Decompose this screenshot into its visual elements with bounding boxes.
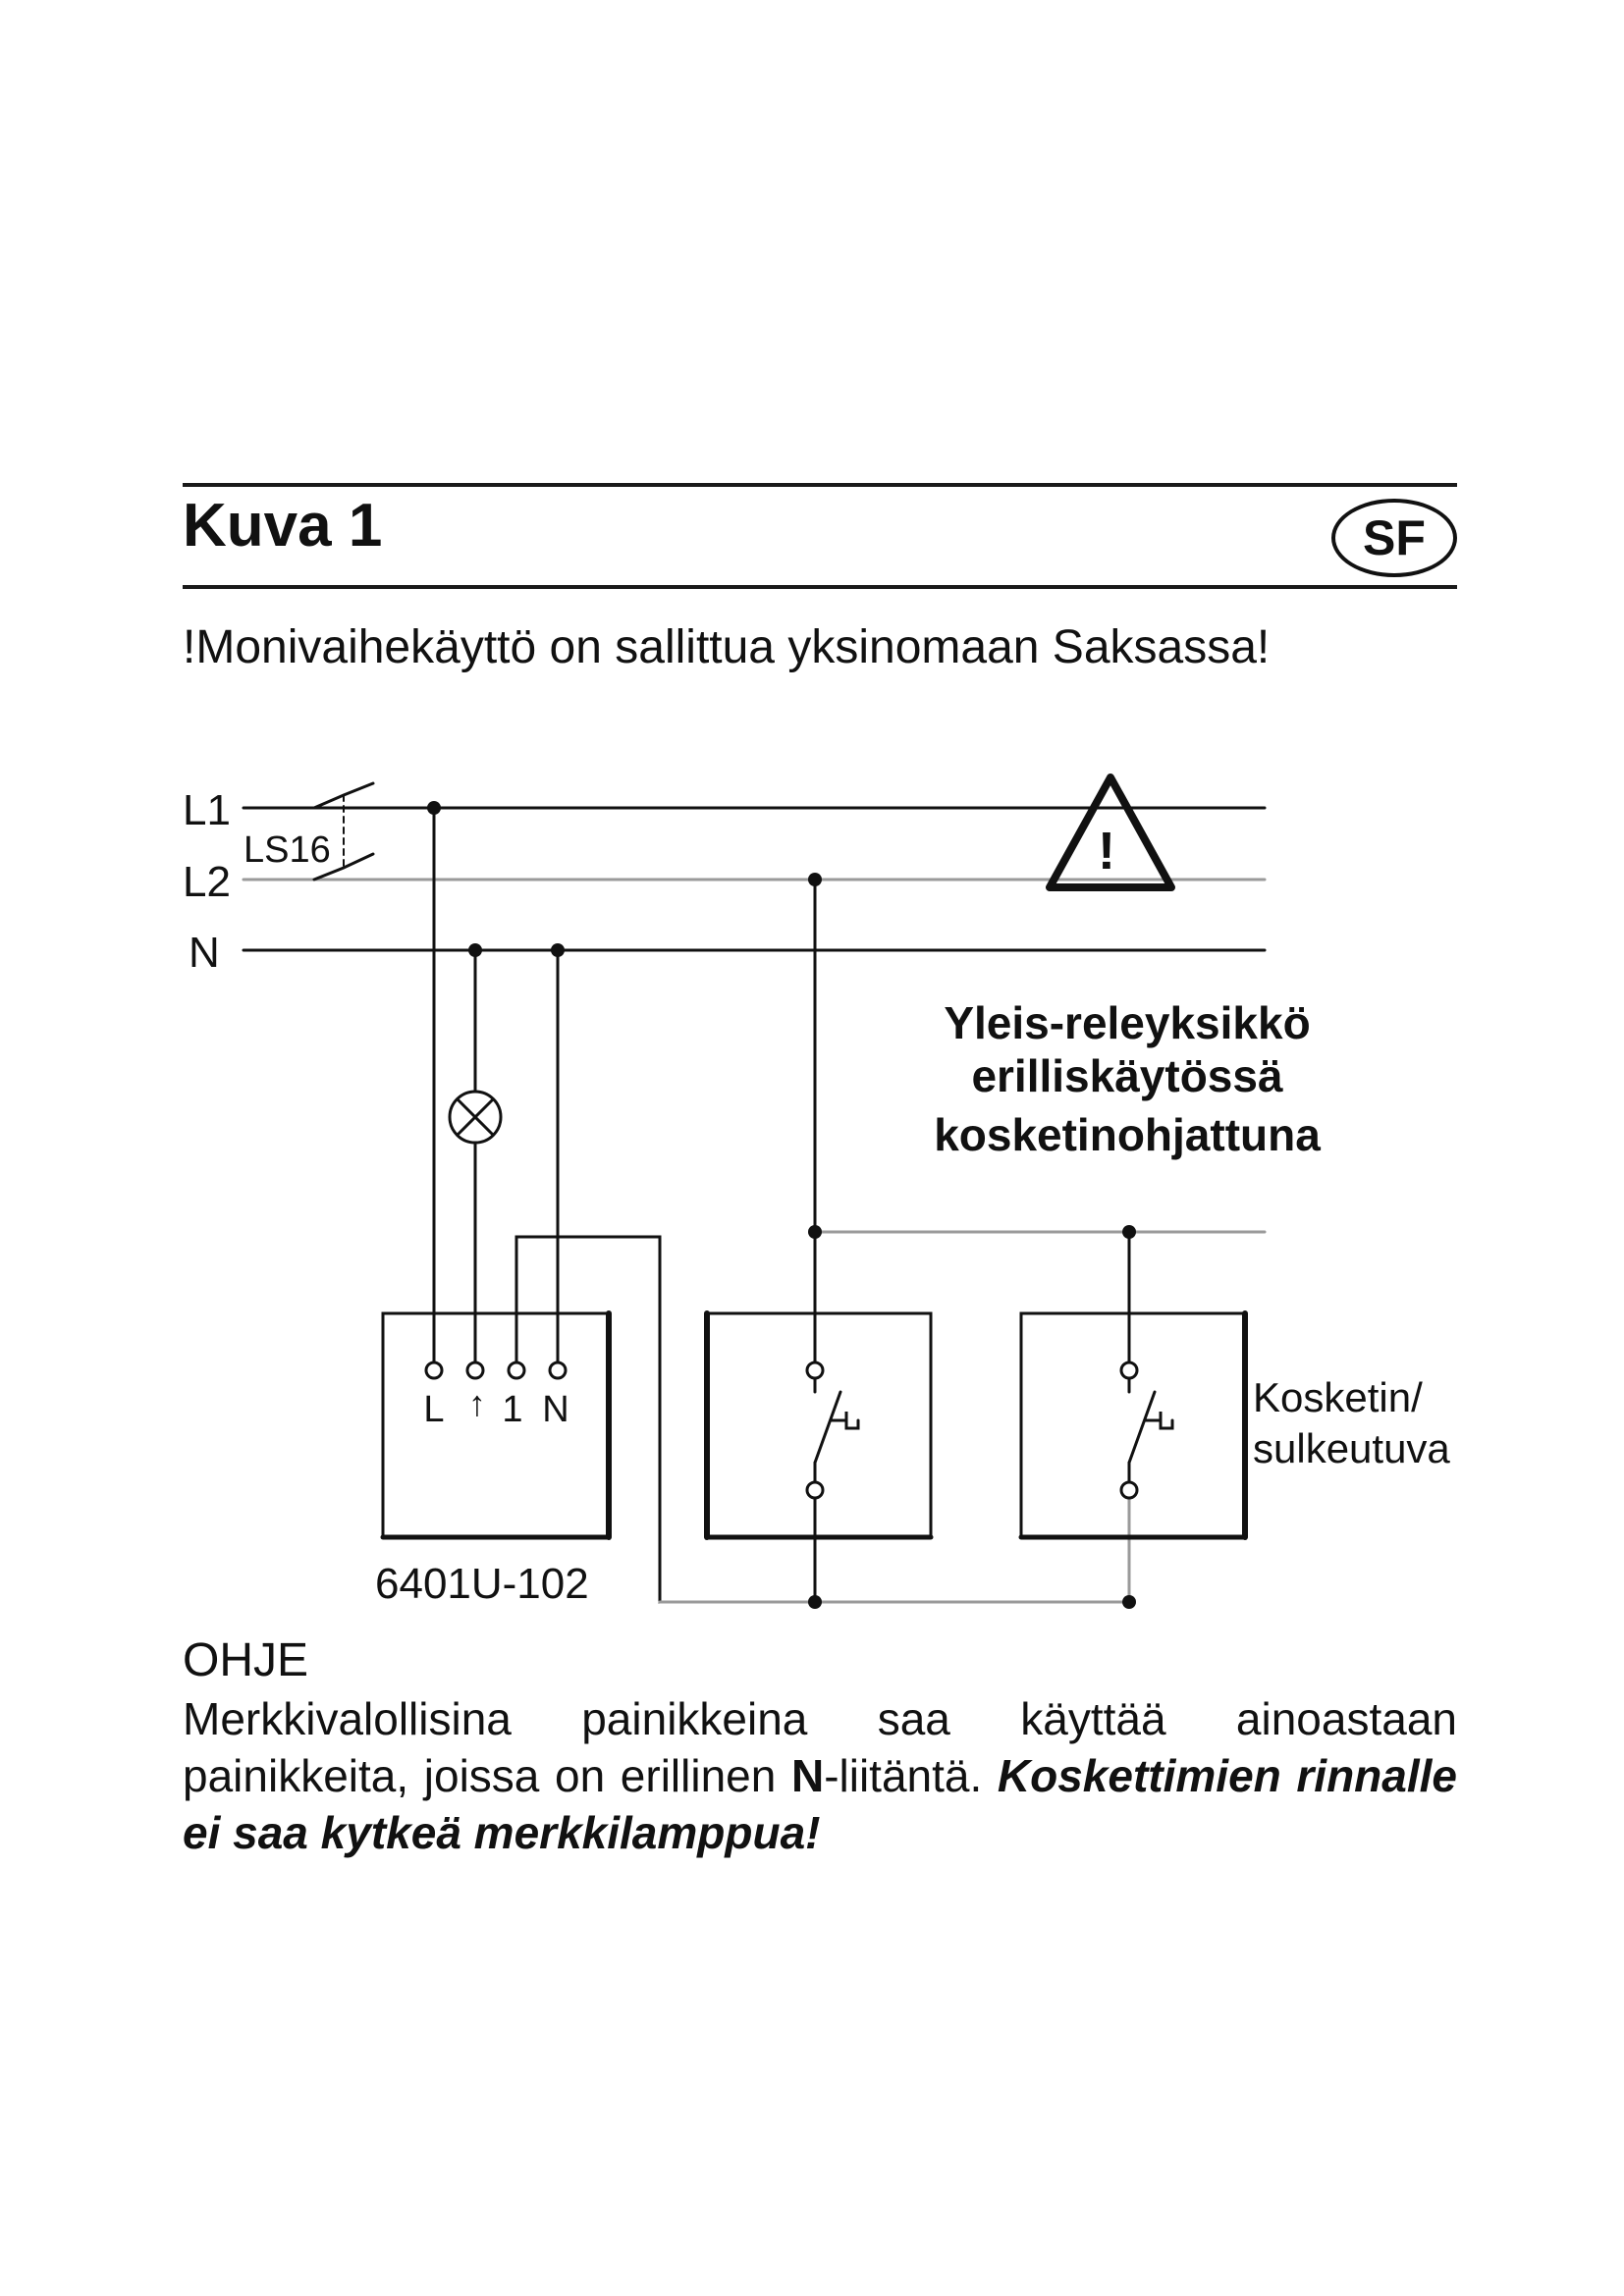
- language-badge: SF: [1331, 499, 1457, 577]
- pushbutton-box-2: [1021, 1313, 1245, 1537]
- junction-dot: [468, 943, 482, 957]
- junction-dot: [808, 1595, 822, 1609]
- device-model-label: 6401U-102: [375, 1560, 589, 1608]
- diagram-title-line-1: Yleis-releyksikkö: [944, 997, 1311, 1048]
- terminal-label-1: 1: [502, 1389, 523, 1430]
- diagram-title-line-2: erilliskäytössä: [971, 1050, 1283, 1101]
- label-n: N: [189, 929, 220, 977]
- multiphase-warning: !Monivaihekäyttö on sallittua yksinomaan Saksassa!: [183, 621, 1271, 673]
- contact1-top-terminal: [807, 1362, 823, 1378]
- label-breaker: LS16: [244, 829, 331, 871]
- page-title: Kuva 1: [183, 492, 383, 560]
- contact-symbol-1: [815, 1378, 858, 1482]
- contact-symbol-2: [1129, 1378, 1172, 1482]
- terminal-l-circle: [426, 1362, 442, 1378]
- terminal-n-circle: [550, 1362, 566, 1378]
- terminal-label-out: ↑: [468, 1383, 486, 1423]
- terminal-label-l: L: [423, 1389, 445, 1430]
- label-l2: L2: [183, 858, 231, 906]
- junction-dot: [427, 801, 441, 815]
- contact1-bottom-terminal: [807, 1482, 823, 1498]
- contact-label-line-1: Kosketin/: [1253, 1374, 1423, 1420]
- warning-triangle-mark: !: [1098, 822, 1115, 881]
- terminal-label-n: N: [542, 1389, 569, 1430]
- junction-dot: [1122, 1595, 1136, 1609]
- pushbutton-box-1: [707, 1313, 931, 1537]
- contact2-top-terminal: [1121, 1362, 1137, 1378]
- note-bold-n: N: [790, 1750, 825, 1801]
- junction-dot: [551, 943, 565, 957]
- note-text-1: Merkkivalollisina painikkeina saa käyttää ainoastaan painikkeita, joissa on erillinen: [183, 1693, 1457, 1801]
- junction-dot: [808, 1225, 822, 1239]
- junction-dot: [1122, 1225, 1136, 1239]
- terminal-out-circle: [467, 1362, 483, 1378]
- note-text-2: -liitäntä.: [824, 1750, 998, 1801]
- note-italic-warning: Koskettimien rinnalle ei saa kytkeä merkkilamppua!: [183, 1750, 1457, 1858]
- actuator-box: [383, 1313, 609, 1537]
- note-heading: OHJE: [183, 1634, 309, 1686]
- note-body: [183, 1690, 1457, 1861]
- label-l1: L1: [183, 786, 231, 834]
- terminal-1-circle: [509, 1362, 524, 1378]
- junction-dot: [808, 873, 822, 886]
- diagram-title-line-3: kosketinohjattuna: [934, 1109, 1321, 1160]
- contact2-bottom-terminal: [1121, 1482, 1137, 1498]
- contact-label-line-2: sulkeutuva: [1253, 1425, 1450, 1471]
